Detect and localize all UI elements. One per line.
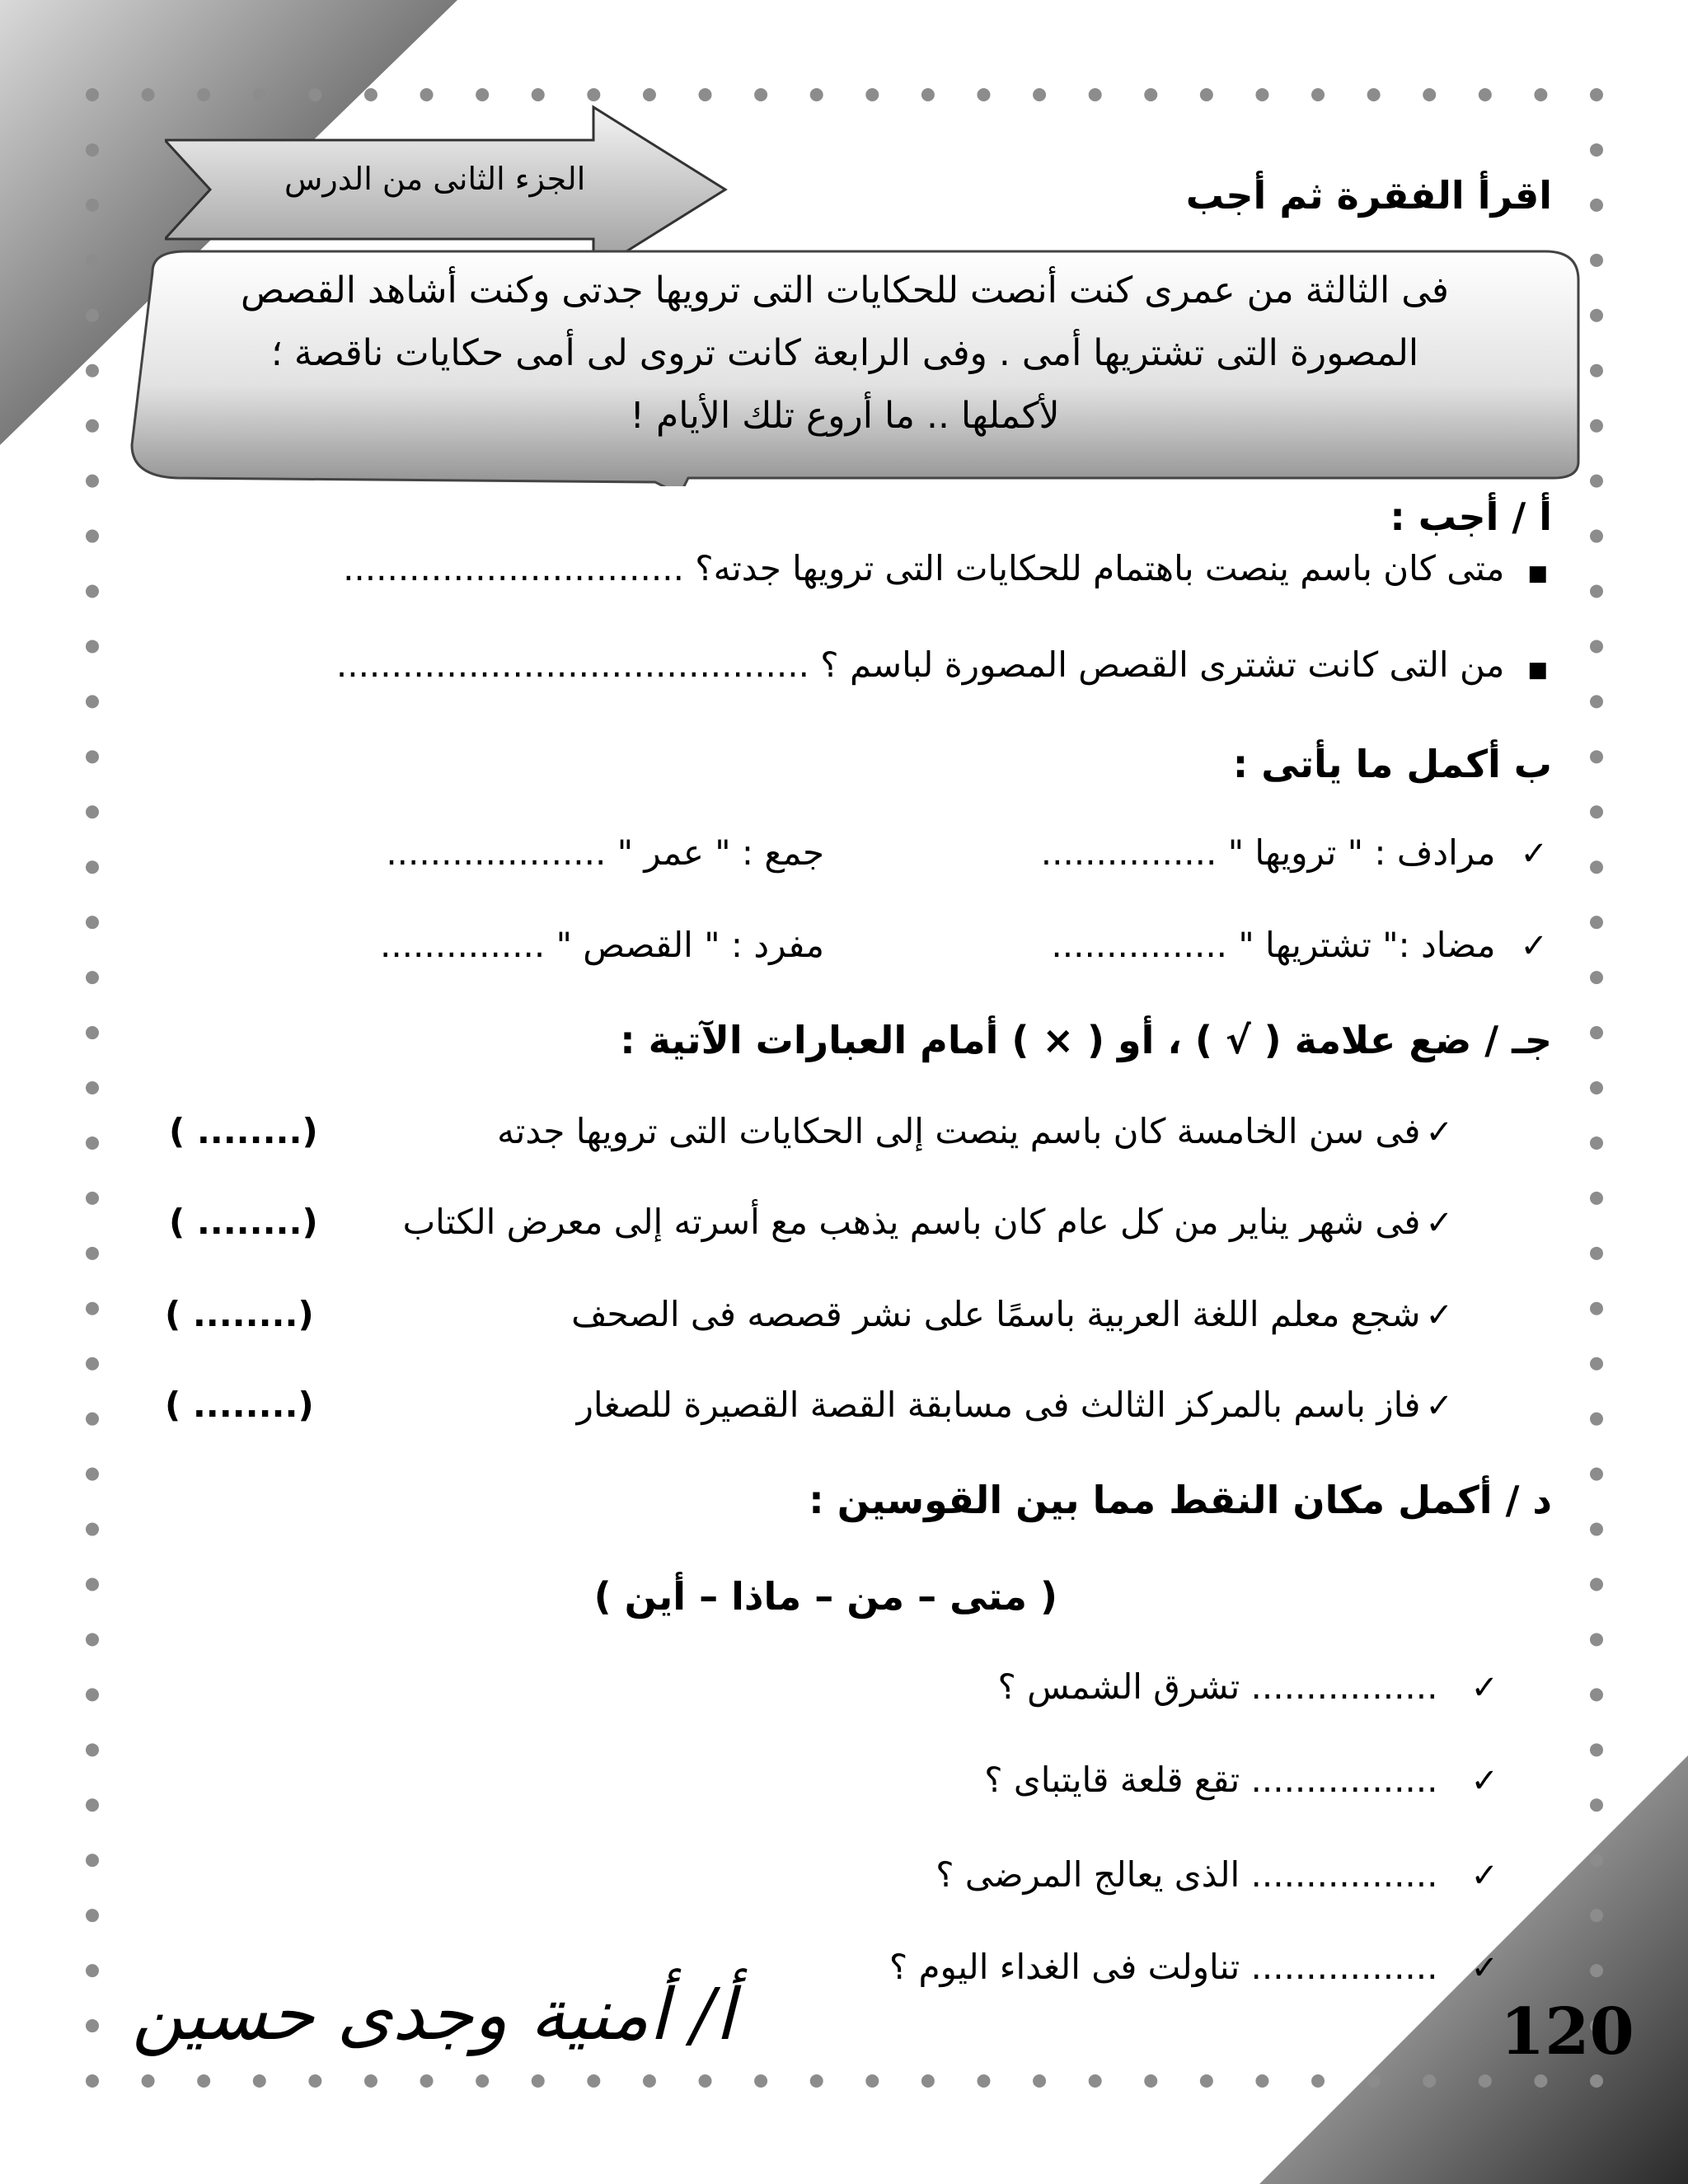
border-dot xyxy=(86,1413,99,1426)
border-dot xyxy=(86,2074,99,2088)
plural-item: جمع : " عمر " .................... xyxy=(386,832,824,873)
border-dot xyxy=(86,1192,99,1205)
border-dot xyxy=(1033,2074,1046,2088)
section-c-title: جـ / ضع علامة ( √ ) ، أو ( × ) أمام العبارات الآتية : xyxy=(620,1018,1552,1062)
border-dot xyxy=(1590,530,1603,543)
border-dot xyxy=(1590,1578,1603,1591)
border-dot xyxy=(86,1523,99,1536)
border-dot xyxy=(86,695,99,708)
border-dot xyxy=(86,1081,99,1094)
statement-4-text: فاز باسم بالمركز الثالث فى مسابقة القصة القصيرة للصغار xyxy=(576,1385,1421,1425)
check-icon: ✓ xyxy=(1425,1387,1453,1425)
border-dot xyxy=(1423,88,1436,101)
fill-item-1-text: ................. تشرق الشمس ؟ xyxy=(997,1666,1438,1707)
border-dot xyxy=(86,805,99,818)
paragraph-line-3: لأكملها .. ما أروع تلك الأيام ! xyxy=(630,395,1060,437)
border-dot xyxy=(86,640,99,653)
border-dot xyxy=(1590,805,1603,818)
check-icon: ✓ xyxy=(1470,1669,1498,1707)
border-dot xyxy=(977,2074,990,2088)
border-dot xyxy=(1423,2074,1436,2088)
border-dot xyxy=(86,530,99,543)
border-dot xyxy=(754,88,767,101)
border-dot xyxy=(476,88,489,101)
fill-item-4-text: ................. تناولت فى الغداء اليوم ؟ xyxy=(889,1947,1438,1987)
question-a2-text: من التى كانت تشترى القصص المصورة لباسم ؟ ........................................... xyxy=(335,644,1505,685)
border-dot xyxy=(86,1964,99,1977)
border-dot xyxy=(1479,88,1492,101)
border-dot xyxy=(921,2074,935,2088)
border-dot xyxy=(86,1854,99,1867)
check-icon: ✓ xyxy=(1425,1113,1453,1151)
border-dot xyxy=(86,1798,99,1811)
border-dot xyxy=(1590,1743,1603,1756)
border-dot xyxy=(86,2019,99,2032)
statement-3 xyxy=(571,1294,1453,1334)
section-d-title: د / أكمل مكان النقط مما بين القوسين : xyxy=(809,1478,1552,1522)
border-dot xyxy=(142,88,155,101)
border-dot xyxy=(1590,88,1603,101)
author-signature: أ/ أمنية وجدى حسين xyxy=(132,1974,735,2056)
border-dot xyxy=(308,2074,321,2088)
border-dot xyxy=(1367,2074,1381,2088)
border-dot xyxy=(532,88,545,101)
singular-item: مفرد : " القصص " ............... xyxy=(379,925,824,965)
border-dot xyxy=(86,916,99,929)
border-dot xyxy=(1144,88,1157,101)
fill-item-1 xyxy=(998,1666,1499,1707)
border-dot xyxy=(86,1247,99,1260)
border-dot xyxy=(865,88,879,101)
border-dot xyxy=(587,88,600,101)
border-dot xyxy=(1534,88,1547,101)
border-dot xyxy=(1590,1137,1603,1150)
border-dot xyxy=(86,750,99,763)
border-dot xyxy=(1590,971,1603,984)
border-dot xyxy=(86,1302,99,1315)
border-dot xyxy=(1590,2074,1603,2088)
border-dot xyxy=(364,2074,377,2088)
statement-2-text: فى شهر يناير من كل عام كان باسم يذهب مع أسرته إلى معرض الكتاب xyxy=(402,1202,1421,1242)
border-dot xyxy=(643,88,656,101)
border-dot xyxy=(1590,1798,1603,1811)
border-dot xyxy=(1590,1688,1603,1701)
fill-item-3 xyxy=(935,1854,1498,1895)
synonym-item xyxy=(1041,832,1548,873)
border-dot xyxy=(1089,2074,1102,2088)
border-dot xyxy=(86,1026,99,1039)
border-dot xyxy=(1590,585,1603,598)
border-dot xyxy=(1255,2074,1268,2088)
border-dot xyxy=(1590,640,1603,653)
check-icon: ✓ xyxy=(1470,1762,1498,1800)
border-dot xyxy=(1590,916,1603,929)
border-dot xyxy=(86,143,99,157)
arrow-banner-label: الجزء الثانى من الدرس xyxy=(284,161,586,197)
statement-2 xyxy=(403,1202,1453,1242)
border-dot xyxy=(86,1468,99,1481)
fill-item-2 xyxy=(984,1760,1498,1800)
border-dot xyxy=(86,475,99,488)
border-dot xyxy=(977,88,990,101)
statement-3-text: شجع معلم اللغة العربية باسمًا على نشر قصصه فى الصحف xyxy=(571,1294,1421,1334)
border-dot xyxy=(364,88,377,101)
border-dot xyxy=(1590,860,1603,874)
border-dot xyxy=(699,88,712,101)
border-dot xyxy=(1590,1081,1603,1094)
border-dot xyxy=(1590,199,1603,212)
antonym-text: مضاد :" تشتريها " ................ xyxy=(1051,925,1496,965)
border-dot xyxy=(1590,1964,1603,1977)
fill-item-4 xyxy=(889,1947,1498,1987)
border-dot xyxy=(86,1137,99,1150)
border-dot xyxy=(86,971,99,984)
bullet-icon: ■ xyxy=(1527,658,1548,682)
border-dot xyxy=(1590,1357,1603,1371)
border-dot xyxy=(1534,2074,1547,2088)
border-dot xyxy=(1590,1909,1603,1922)
border-dot xyxy=(1033,88,1046,101)
section-a-title: أ / أجب : xyxy=(1390,494,1552,539)
border-dot xyxy=(86,1909,99,1922)
answer-blank-3[interactable]: ( ........) xyxy=(165,1294,314,1334)
border-dot xyxy=(1590,1523,1603,1536)
border-dot xyxy=(810,88,823,101)
border-dot xyxy=(865,2074,879,2088)
reading-paragraph xyxy=(148,260,1541,448)
border-dot xyxy=(1089,88,1102,101)
instruction-heading: اقرأ الفقرة ثم أجب xyxy=(1185,173,1552,218)
fill-item-2-text: ................. تقع قلعة قايتباى ؟ xyxy=(984,1760,1438,1800)
border-dot xyxy=(1590,1633,1603,1646)
border-dot xyxy=(810,2074,823,2088)
fill-item-3-text: ................. الذى يعالج المرضى ؟ xyxy=(935,1854,1438,1895)
check-icon: ✓ xyxy=(1425,1296,1453,1334)
border-dot xyxy=(1590,1026,1603,1039)
border-dot xyxy=(754,2074,767,2088)
border-dot xyxy=(86,860,99,874)
border-dot xyxy=(1590,1302,1603,1315)
border-dot xyxy=(1590,1413,1603,1426)
border-dot xyxy=(86,364,99,377)
border-dot xyxy=(1311,2074,1325,2088)
check-icon: ✓ xyxy=(1520,927,1548,965)
border-dot xyxy=(1367,88,1381,101)
answer-blank-1[interactable]: ( ........) xyxy=(169,1111,318,1151)
choices-list: ( متى – من – ماذا – أين ) xyxy=(593,1574,1057,1619)
border-dot xyxy=(1590,143,1603,157)
border-dot xyxy=(308,88,321,101)
border-dot xyxy=(532,2074,545,2088)
border-dot xyxy=(86,309,99,322)
border-dot xyxy=(1590,1468,1603,1481)
border-dot xyxy=(86,1357,99,1371)
border-dot xyxy=(643,2074,656,2088)
border-dot xyxy=(86,1633,99,1646)
statement-1-text: فى سن الخامسة كان باسم ينصت إلى الحكايات التى ترويها جدته xyxy=(497,1111,1421,1151)
statement-4 xyxy=(577,1385,1453,1425)
border-dot xyxy=(587,2074,600,2088)
border-dot xyxy=(197,88,210,101)
antonym-item xyxy=(1051,925,1548,965)
border-dot xyxy=(86,1578,99,1591)
border-dot xyxy=(1590,1192,1603,1205)
border-dot xyxy=(86,1743,99,1756)
page-number: 120 xyxy=(1500,1994,1634,2069)
border-dot xyxy=(476,2074,489,2088)
border-dot xyxy=(1590,1247,1603,1260)
check-icon: ✓ xyxy=(1425,1204,1453,1242)
question-a1-text: متى كان باسم ينصت باهتمام للحكايات التى ترويها جدته؟ ............................... xyxy=(343,548,1505,588)
paragraph-line-2: المصورة التى تشتريها أمى . وفى الرابعة كانت تروى لى أمى حكايات ناقصة ؛ xyxy=(270,332,1419,374)
border-dot xyxy=(1590,1854,1603,1867)
border-dot xyxy=(86,1688,99,1701)
border-dot xyxy=(420,2074,434,2088)
border-dot xyxy=(1144,2074,1157,2088)
answer-blank-4[interactable]: ( ........) xyxy=(165,1385,314,1425)
border-dot xyxy=(86,88,99,101)
border-dot xyxy=(1200,88,1213,101)
border-dot xyxy=(253,88,266,101)
border-dot xyxy=(86,419,99,433)
question-a1 xyxy=(343,548,1548,588)
border-dot xyxy=(420,88,434,101)
border-dot xyxy=(86,199,99,212)
section-b-title: ب أكمل ما يأتى : xyxy=(1232,742,1552,786)
check-icon: ✓ xyxy=(1470,1857,1498,1895)
border-dot xyxy=(142,2074,155,2088)
border-dot xyxy=(1311,88,1325,101)
statement-1 xyxy=(497,1111,1453,1151)
border-dot xyxy=(1590,695,1603,708)
border-dot xyxy=(197,2074,210,2088)
bullet-icon: ■ xyxy=(1527,561,1548,586)
border-dot xyxy=(1590,750,1603,763)
border-dot xyxy=(86,585,99,598)
border-dot xyxy=(253,2074,266,2088)
question-a2 xyxy=(336,644,1548,685)
border-dot xyxy=(86,254,99,267)
border-dot xyxy=(1200,2074,1213,2088)
paragraph-line-1: فى الثالثة من عمرى كنت أنصت للحكايات التى ترويها جدتى وكنت أشاهد القصص xyxy=(241,269,1449,312)
check-icon: ✓ xyxy=(1520,835,1548,873)
border-dot xyxy=(699,2074,712,2088)
border-dot xyxy=(1255,88,1268,101)
border-dot xyxy=(1479,2074,1492,2088)
answer-blank-2[interactable]: ( ........) xyxy=(169,1202,318,1242)
check-icon: ✓ xyxy=(1470,1949,1498,1987)
border-dot xyxy=(921,88,935,101)
synonym-text: مرادف : " ترويها " ................ xyxy=(1040,832,1496,873)
